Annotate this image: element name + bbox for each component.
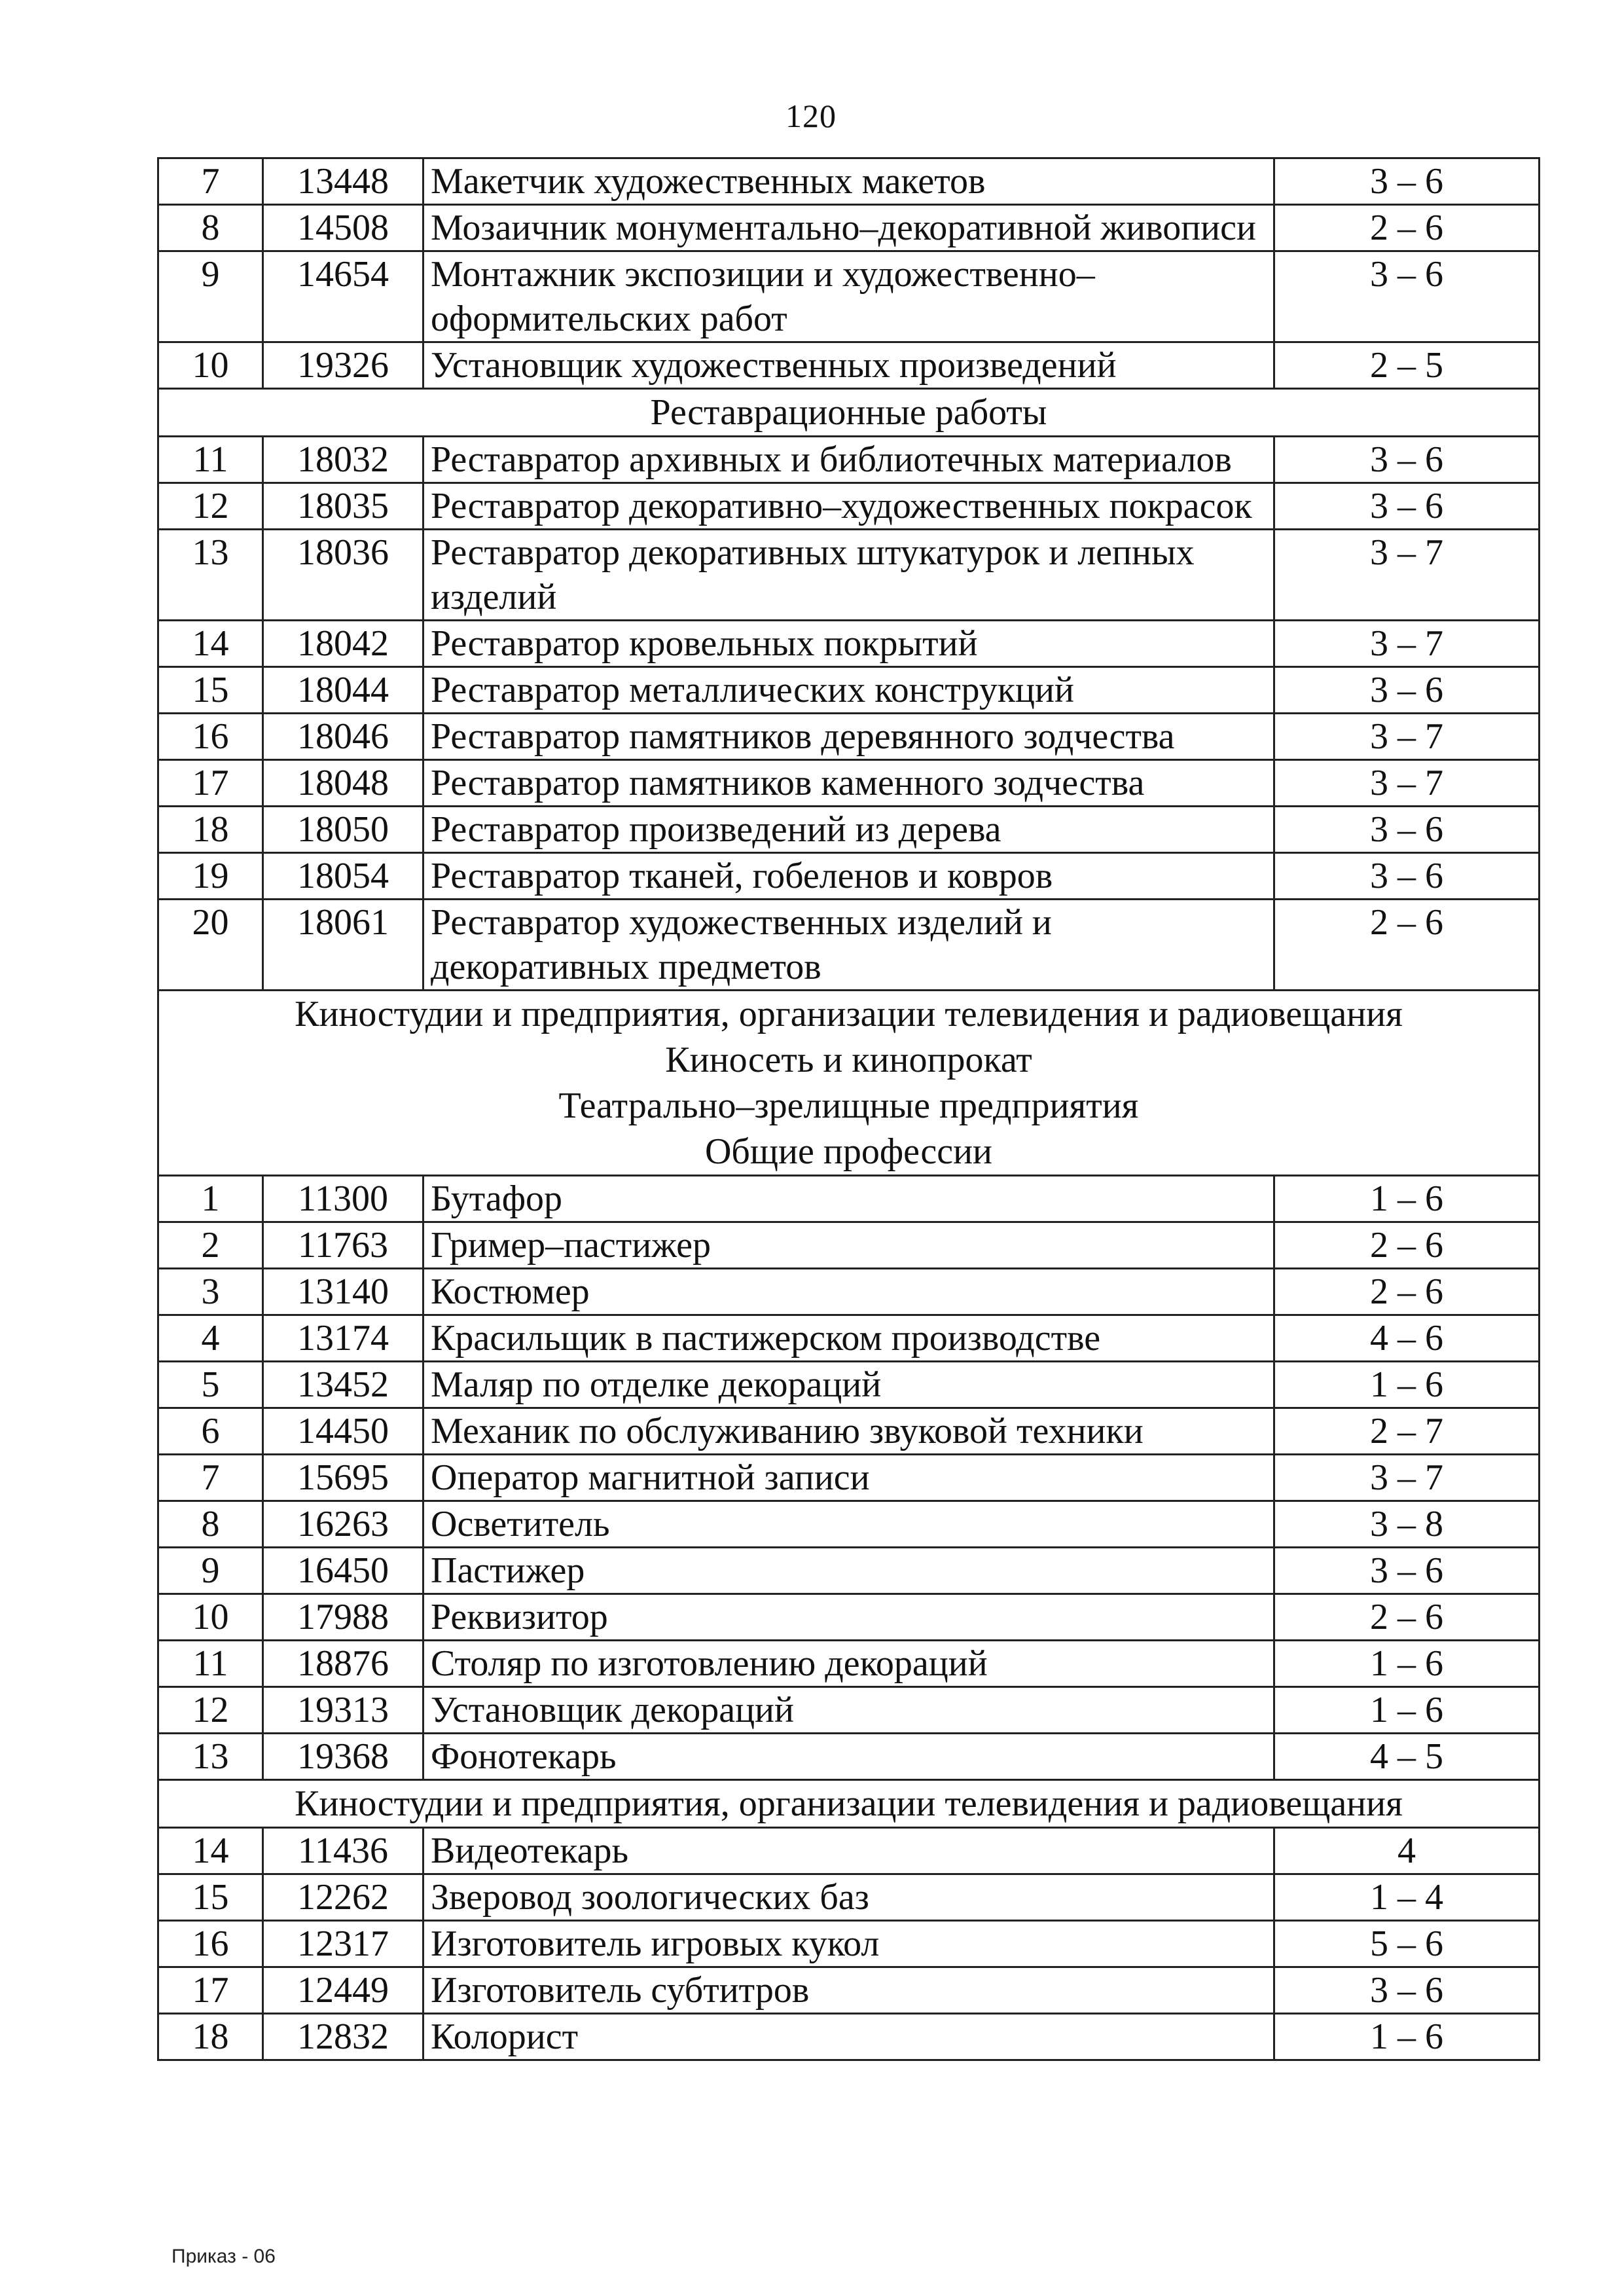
row-number: 10: [158, 1594, 263, 1641]
table-row: [158, 205, 1540, 251]
profession-code: 18048: [263, 760, 424, 807]
profession-code: 16450: [263, 1548, 424, 1594]
table-row: [158, 1874, 1540, 1921]
grade-range: 3 – 6: [1274, 251, 1540, 342]
profession-code: 18032: [263, 437, 424, 483]
row-number: 2: [158, 1222, 263, 1269]
table-row: [158, 530, 1540, 621]
profession-code: 14450: [263, 1408, 424, 1455]
grade-range: 3 – 7: [1274, 1455, 1540, 1501]
row-number: 15: [158, 1874, 263, 1921]
row-number: 1: [158, 1176, 263, 1222]
profession-code: 18050: [263, 807, 424, 853]
page-number: 120: [785, 98, 837, 134]
grade-range: 5 – 6: [1274, 1921, 1540, 1967]
section-title: Театрально–зрелищные предприятия: [558, 1085, 1139, 1126]
profession-name: Реставратор архивных и библиотечных материалов: [424, 437, 1274, 483]
table-row: [158, 1641, 1540, 1687]
profession-code: 18876: [263, 1641, 424, 1687]
profession-name: Реставратор памятников деревянного зодчества: [424, 714, 1274, 760]
table-row: [158, 1734, 1540, 1780]
row-number: 17: [158, 760, 263, 807]
table-row: [158, 342, 1540, 389]
profession-name: Установщик декораций: [424, 1687, 1274, 1734]
row-number: 15: [158, 667, 263, 714]
profession-name: Осветитель: [424, 1501, 1274, 1548]
profession-name: Реставратор тканей, гобеленов и ковров: [424, 853, 1274, 900]
profession-code: 13452: [263, 1362, 424, 1408]
grade-range: 2 – 6: [1274, 1594, 1540, 1641]
grade-range: 3 – 7: [1274, 760, 1540, 807]
table-row: [158, 158, 1540, 205]
grade-range: 1 – 6: [1274, 2014, 1540, 2060]
table-row: [158, 760, 1540, 807]
row-number: 17: [158, 1967, 263, 2014]
grade-range: 3 – 6: [1274, 1967, 1540, 2014]
profession-code: 18054: [263, 853, 424, 900]
table-row: [158, 251, 1540, 342]
row-number: 11: [158, 1641, 263, 1687]
profession-code: 15695: [263, 1455, 424, 1501]
profession-code: 17988: [263, 1594, 424, 1641]
profession-name: Реставратор металлических конструкций: [424, 667, 1274, 714]
table-row: [158, 1315, 1540, 1362]
profession-code: 12449: [263, 1967, 424, 2014]
profession-name: Реставратор произведений из дерева: [424, 807, 1274, 853]
profession-name: Зверовод зоологических баз: [424, 1874, 1274, 1921]
section-title: Реставрационные работы: [650, 392, 1047, 433]
table-row: [158, 1548, 1540, 1594]
row-number: 4: [158, 1315, 263, 1362]
grade-range: 3 – 6: [1274, 158, 1540, 205]
grade-range: 4: [1274, 1828, 1540, 1874]
row-number: 7: [158, 158, 263, 205]
profession-name: Пастижер: [424, 1548, 1274, 1594]
section-title: Киностудии и предприятия, организации телевидения и радиовещания: [295, 994, 1403, 1034]
profession-code: 14508: [263, 205, 424, 251]
profession-name: Маляр по отделке декораций: [424, 1362, 1274, 1408]
table-row: [158, 621, 1540, 667]
profession-code: 19368: [263, 1734, 424, 1780]
row-number: 16: [158, 714, 263, 760]
row-number: 12: [158, 1687, 263, 1734]
row-number: 5: [158, 1362, 263, 1408]
table-row: [158, 853, 1540, 900]
grade-range: 1 – 6: [1274, 1362, 1540, 1408]
grade-range: 3 – 6: [1274, 807, 1540, 853]
grade-range: 3 – 6: [1274, 667, 1540, 714]
profession-name: Механик по обслуживанию звуковой техники: [424, 1408, 1274, 1455]
table-row: [158, 1967, 1540, 2014]
profession-name: Реставратор декоративных штукатурок и лепных изделий: [424, 530, 1274, 621]
profession-name: Фонотекарь: [424, 1734, 1274, 1780]
table-row: [158, 1362, 1540, 1408]
table-row: [158, 1176, 1540, 1222]
row-number: 13: [158, 530, 263, 621]
profession-name: Изготовитель игровых кукол: [424, 1921, 1274, 1967]
profession-name: Реставратор кровельных покрытий: [424, 621, 1274, 667]
grade-range: 3 – 6: [1274, 483, 1540, 530]
row-number: 3: [158, 1269, 263, 1315]
grade-range: 2 – 7: [1274, 1408, 1540, 1455]
profession-name: Бутафор: [424, 1176, 1274, 1222]
row-number: 18: [158, 807, 263, 853]
row-number: 14: [158, 621, 263, 667]
table-row: [158, 1828, 1540, 1874]
profession-code: 14654: [263, 251, 424, 342]
table-row: [158, 483, 1540, 530]
row-number: 18: [158, 2014, 263, 2060]
profession-name: Макетчик художественных макетов: [424, 158, 1274, 205]
table-row: [158, 1222, 1540, 1269]
grade-range: 4 – 6: [1274, 1315, 1540, 1362]
table-row: [158, 1408, 1540, 1455]
grade-range: 2 – 5: [1274, 342, 1540, 389]
profession-code: 18046: [263, 714, 424, 760]
row-number: 14: [158, 1828, 263, 1874]
profession-name: Видеотекарь: [424, 1828, 1274, 1874]
table-row: [158, 667, 1540, 714]
profession-code: 16263: [263, 1501, 424, 1548]
grade-range: 1 – 6: [1274, 1641, 1540, 1687]
row-number: 7: [158, 1455, 263, 1501]
profession-name: Реставратор памятников каменного зодчества: [424, 760, 1274, 807]
row-number: 8: [158, 1501, 263, 1548]
table-row: [158, 1687, 1540, 1734]
grade-range: 4 – 5: [1274, 1734, 1540, 1780]
table-row: [158, 1269, 1540, 1315]
table-row: [158, 1594, 1540, 1641]
profession-name: Красильщик в пастижерском производстве: [424, 1315, 1274, 1362]
row-number: 9: [158, 251, 263, 342]
profession-code: 19313: [263, 1687, 424, 1734]
profession-code: 13448: [263, 158, 424, 205]
row-number: 11: [158, 437, 263, 483]
grade-range: 2 – 6: [1274, 900, 1540, 991]
row-number: 8: [158, 205, 263, 251]
profession-name: Оператор магнитной записи: [424, 1455, 1274, 1501]
grade-range: 3 – 7: [1274, 714, 1540, 760]
table-row: [158, 714, 1540, 760]
profession-code: 11300: [263, 1176, 424, 1222]
grade-range: 3 – 7: [1274, 621, 1540, 667]
grade-range: 1 – 6: [1274, 1176, 1540, 1222]
profession-code: 12317: [263, 1921, 424, 1967]
grade-range: 3 – 8: [1274, 1501, 1540, 1548]
grade-range: 2 – 6: [1274, 1269, 1540, 1315]
section-header: [158, 1780, 1540, 1828]
profession-name: Реквизитор: [424, 1594, 1274, 1641]
profession-name: Реставратор художественных изделий и декоративных предметов: [424, 900, 1274, 991]
section-header: [158, 389, 1540, 437]
profession-code: 18036: [263, 530, 424, 621]
profession-code: 19326: [263, 342, 424, 389]
table-row: [158, 2014, 1540, 2060]
profession-name: Монтажник экспозиции и художественно–оформительских работ: [424, 251, 1274, 342]
table-row: [158, 807, 1540, 853]
profession-name: Колорист: [424, 2014, 1274, 2060]
row-number: 19: [158, 853, 263, 900]
profession-code: 11436: [263, 1828, 424, 1874]
profession-name: Установщик художественных произведений: [424, 342, 1274, 389]
row-number: 16: [158, 1921, 263, 1967]
profession-name: Костюмер: [424, 1269, 1274, 1315]
grade-range: 2 – 6: [1274, 1222, 1540, 1269]
grade-range: 3 – 6: [1274, 853, 1540, 900]
profession-code: 12832: [263, 2014, 424, 2060]
professions-table-body: [158, 158, 1540, 2060]
profession-code: 11763: [263, 1222, 424, 1269]
row-number: 13: [158, 1734, 263, 1780]
profession-code: 18061: [263, 900, 424, 991]
profession-name: Изготовитель субтитров: [424, 1967, 1274, 2014]
grade-range: 2 – 6: [1274, 205, 1540, 251]
table-row: [158, 437, 1540, 483]
section-header-row: [158, 389, 1540, 437]
section-title: Киносеть и кинопрокат: [665, 1040, 1032, 1080]
profession-name: Мозаичник монументально–декоративной живописи: [424, 205, 1274, 251]
grade-range: 1 – 6: [1274, 1687, 1540, 1734]
profession-code: 18035: [263, 483, 424, 530]
professions-table: [157, 157, 1540, 2061]
section-header-row: [158, 1780, 1540, 1828]
table-row: [158, 900, 1540, 991]
row-number: 20: [158, 900, 263, 991]
grade-range: 3 – 6: [1274, 437, 1540, 483]
row-number: 6: [158, 1408, 263, 1455]
section-header-row: [158, 991, 1540, 1176]
profession-code: 13140: [263, 1269, 424, 1315]
profession-code: 18044: [263, 667, 424, 714]
table-row: [158, 1501, 1540, 1548]
grade-range: 1 – 4: [1274, 1874, 1540, 1921]
row-number: 9: [158, 1548, 263, 1594]
profession-name: Гример–пастижер: [424, 1222, 1274, 1269]
footer-order-label: Приказ - 06: [171, 2246, 276, 2267]
section-header: [158, 991, 1540, 1176]
profession-name: Столяр по изготовлению декораций: [424, 1641, 1274, 1687]
section-title: Киностудии и предприятия, организации телевидения и радиовещания: [295, 1783, 1403, 1824]
profession-code: 18042: [263, 621, 424, 667]
grade-range: 3 – 6: [1274, 1548, 1540, 1594]
row-number: 12: [158, 483, 263, 530]
table-row: [158, 1921, 1540, 1967]
profession-code: 12262: [263, 1874, 424, 1921]
row-number: 10: [158, 342, 263, 389]
table-row: [158, 1455, 1540, 1501]
section-title: Общие профессии: [704, 1131, 993, 1172]
profession-code: 13174: [263, 1315, 424, 1362]
grade-range: 3 – 7: [1274, 530, 1540, 621]
profession-name: Реставратор декоративно–художественных покрасок: [424, 483, 1274, 530]
